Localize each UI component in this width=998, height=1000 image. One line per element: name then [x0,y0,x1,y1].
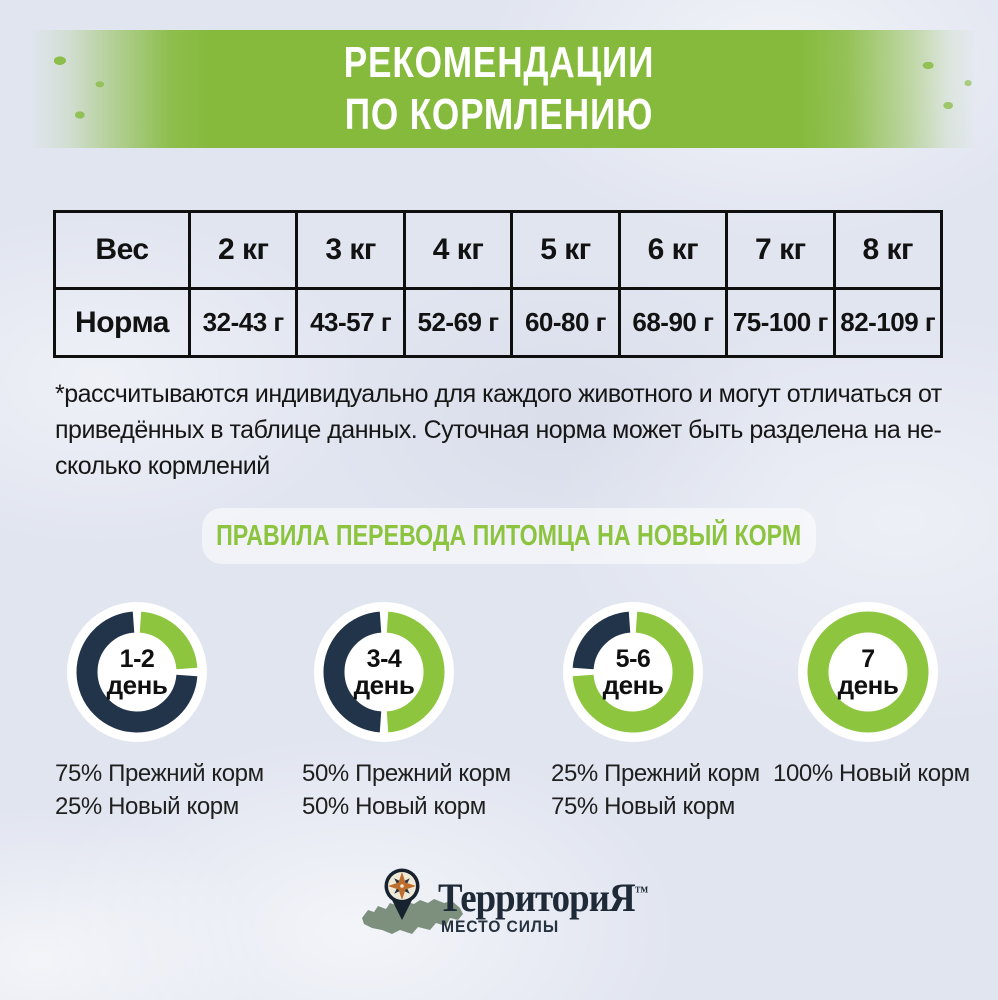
food-transition-donut-charts [0,602,998,842]
donut-center-label [798,602,938,742]
norm-value-cell: 68-90 г [619,289,726,357]
norm-value-cell: 52-69 г [404,289,511,357]
weight-col-header: 3 кг [297,212,404,289]
day-number: 5-6 [615,644,651,673]
weight-col-header: 6 кг [619,212,726,289]
table-footnote [55,376,942,484]
weight-col-header: 2 кг [190,212,297,289]
legend-line: 100% Новый корм [773,760,970,787]
day-word: день [353,669,415,700]
weight-col-header: 4 кг [404,212,511,289]
weight-col-header: 7 кг [727,212,834,289]
norm-row-label: Норма [55,289,190,357]
day-number: 7 [861,644,875,673]
day-word: день [602,669,664,700]
donut-chart-day-3-4 [264,602,511,823]
norm-value-cell: 32-43 г [190,289,297,357]
donut-chart-day-5-6 [513,602,760,823]
norm-value-cell: 43-57 г [297,289,404,357]
donut-legend [17,757,264,823]
legend-line: 50% Прежний корм [302,760,511,787]
legend-line: 75% Прежний корм [55,760,264,787]
legend-line: 50% Новый корм [302,793,486,820]
weight-col-header: 8 кг [834,212,941,289]
footnote-line: приведённых в таблице данных. Суточная норма может быть разделена на не- [55,416,942,444]
trademark-symbol: ™ [634,884,649,901]
norm-value-cell: 75-100 г [727,289,834,357]
donut-center-label [563,602,703,742]
day-word: день [106,669,168,700]
legend-line: 25% Прежний корм [551,760,760,787]
table-value-row [55,289,942,357]
header-title-line2: ПО КОРМЛЕНИЮ [344,90,654,139]
header-banner [0,30,998,148]
weight-col-header: 5 кг [512,212,619,289]
donut-center-label [314,602,454,742]
day-number: 1-2 [119,644,155,673]
legend-line: 25% Новый корм [55,793,239,820]
brand-name-text: ТерриториЯ [438,875,635,920]
legend-line: 75% Новый корм [551,793,735,820]
transition-rules-title: ПРАВИЛА ПЕРЕВОДА ПИТОМЦА НА НОВЫЙ КОРМ [216,519,802,552]
brand-name [438,874,648,921]
brand-tagline: МЕСТО СИЛЫ [441,917,560,936]
norm-value-cell: 60-80 г [512,289,619,357]
footnote-line: *рассчитываются индивидуально для каждого животного и могут отличаться от [55,380,942,408]
table-header-row [55,212,942,289]
compass-center-dot [400,884,404,888]
feeding-norms-table [53,210,943,358]
donut-center-label [67,602,207,742]
donut-legend [264,757,511,823]
norm-value-cell: 82-109 г [834,289,941,357]
donut-legend [513,757,760,823]
footnote-line: сколько кормлений [55,452,270,480]
header-title-line1: РЕКОМЕНДАЦИИ [343,38,655,87]
transition-rules-title-bar [202,508,816,564]
donut-chart-day-7 [748,602,988,790]
donut-legend [748,757,988,790]
day-number: 3-4 [366,644,402,673]
donut-chart-day-1-2 [17,602,264,823]
day-word: день [837,669,899,700]
weight-row-label: Вес [55,212,190,289]
